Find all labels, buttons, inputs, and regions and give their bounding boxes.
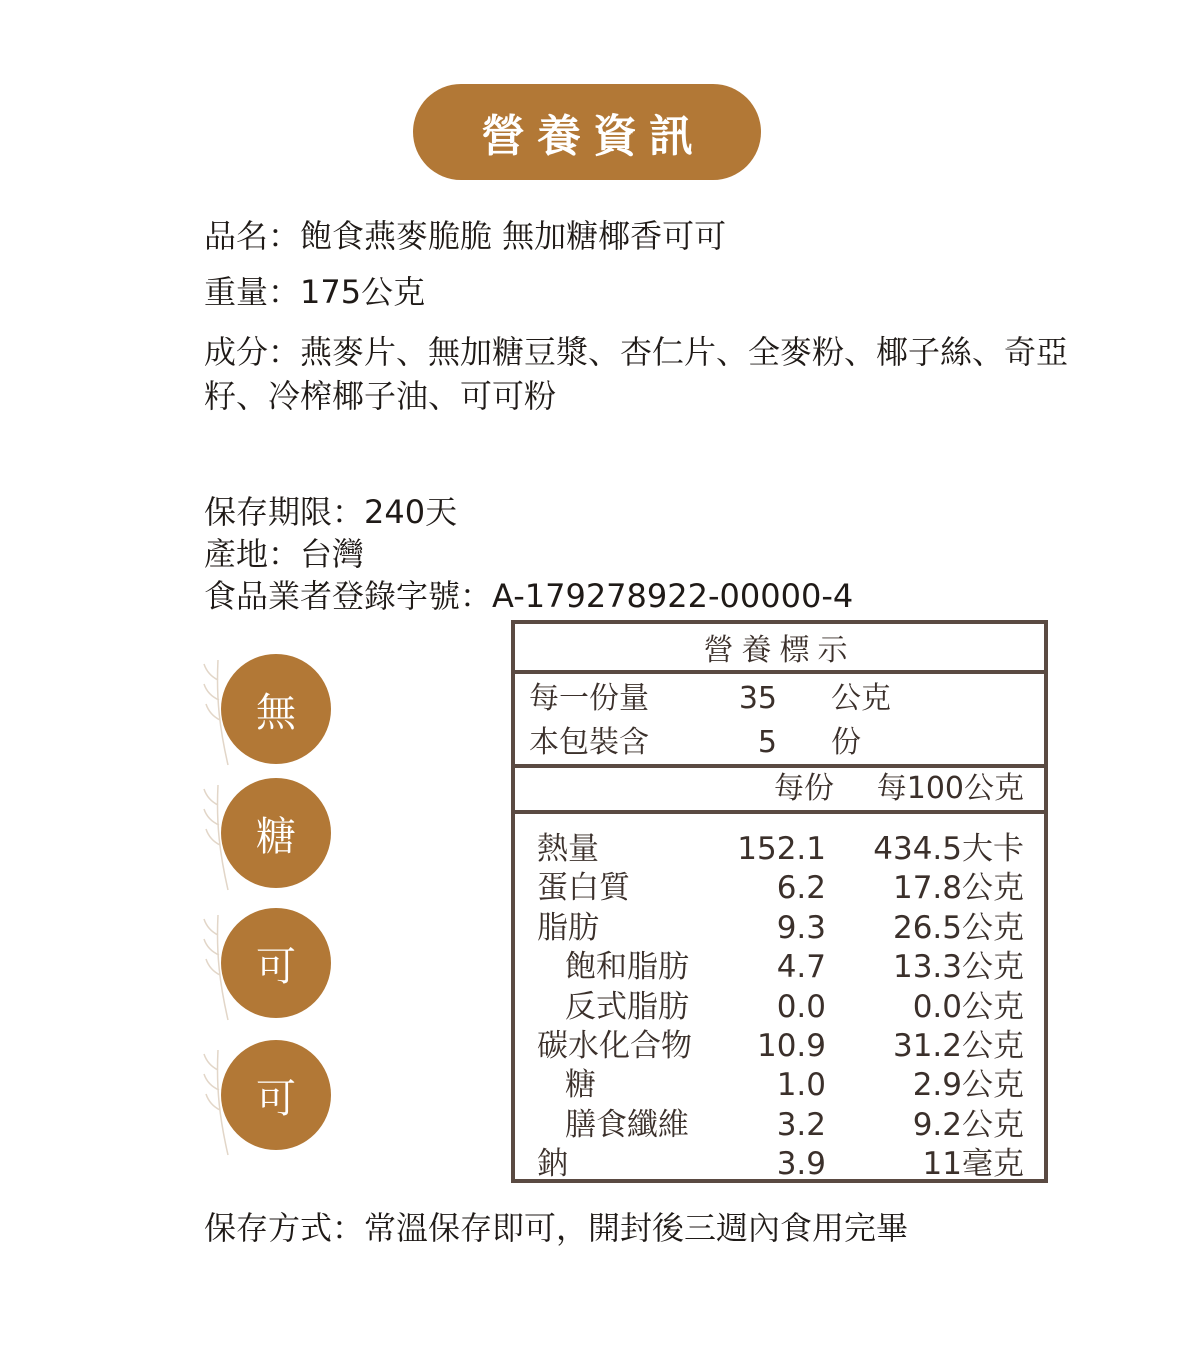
per-serving-value: 152.1 — [737, 831, 826, 867]
nutrient-label: 脂肪 — [537, 909, 599, 946]
nutrient-label: 膳食纖維 — [565, 1106, 689, 1143]
nutrition-rows — [515, 814, 1044, 1185]
table-row — [515, 830, 1044, 869]
per-serving-value: 3.9 — [776, 1146, 826, 1183]
table-row — [515, 1027, 1044, 1066]
table-row — [515, 1066, 1044, 1105]
nutrient-label: 糖 — [565, 1067, 596, 1104]
table-row — [515, 909, 1044, 948]
per-100g-value: 17.8公克 — [892, 870, 1024, 907]
per-100g-value: 0.0公克 — [912, 988, 1024, 1025]
nutrition-table — [511, 620, 1048, 1183]
col-per-serving: 每份 — [774, 771, 834, 806]
badge-circle: 可 — [221, 908, 331, 1018]
table-row — [515, 869, 1044, 908]
storage-method: 保存方式：常溫保存即可，開封後三週內食用完畢 — [204, 1209, 909, 1247]
badge-circle: 糖 — [221, 778, 331, 888]
badge-circle: 無 — [221, 654, 331, 764]
serving-size-label: 每一份量 — [529, 681, 649, 716]
per-100g-value: 13.3公克 — [892, 949, 1024, 986]
per-serving-value: 9.3 — [776, 909, 826, 946]
per-100g-value: 31.2公克 — [892, 1027, 1024, 1064]
serving-size-unit: 公克 — [831, 681, 891, 716]
per-serving-value: 10.9 — [756, 1027, 826, 1064]
per-100g-value: 2.9公克 — [912, 1067, 1024, 1104]
col-per-100g: 每100公克 — [876, 771, 1024, 806]
serving-info — [515, 674, 1044, 768]
origin: 產地：台灣 — [204, 535, 365, 573]
servings-value: 5 — [757, 725, 777, 760]
per-serving-value: 3.2 — [776, 1106, 826, 1143]
ingredients: 成分：燕麥片、無加糖豆漿、杏仁片、全麥粉、椰子絲、奇亞籽、冷榨椰子油、可可粉 — [204, 333, 1069, 415]
nutrient-label: 飽和脂肪 — [565, 949, 689, 986]
per-100g-value: 11毫克 — [922, 1146, 1024, 1183]
table-row — [515, 988, 1044, 1027]
nutrient-label: 碳水化合物 — [537, 1027, 692, 1064]
table-row — [515, 1106, 1044, 1145]
servings-unit: 份 — [831, 725, 861, 760]
per-100g-value: 9.2公克 — [912, 1106, 1024, 1143]
registration-number: 食品業者登錄字號：A-179278922-00000-4 — [204, 577, 854, 615]
nutrient-label: 反式脂肪 — [565, 988, 689, 1025]
shelf-life: 保存期限：240天 — [204, 493, 458, 531]
nutrient-label: 蛋白質 — [537, 870, 630, 907]
per-serving-value: 0.0 — [776, 988, 826, 1025]
servings-row — [529, 721, 1044, 765]
page-title: 營養資訊 — [413, 84, 761, 180]
column-headers — [515, 768, 1044, 814]
per-100g-value: 434.5大卡 — [873, 831, 1024, 867]
nutrient-label: 熱量 — [537, 831, 599, 867]
per-serving-value: 4.7 — [776, 949, 826, 986]
servings-label: 本包裝含 — [529, 725, 649, 760]
product-name: 品名：飽食燕麥脆脆 無加糖椰香可可 — [204, 217, 727, 255]
per-serving-value: 1.0 — [776, 1067, 826, 1104]
serving-size-value: 35 — [738, 681, 777, 716]
serving-size-row — [529, 677, 1044, 721]
nutrient-label: 鈉 — [537, 1146, 568, 1183]
table-row — [515, 948, 1044, 987]
product-weight: 重量：175公克 — [204, 273, 426, 311]
per-serving-value: 6.2 — [776, 870, 826, 907]
table-row — [515, 1145, 1044, 1184]
badge-circle: 可 — [221, 1040, 331, 1150]
per-100g-value: 26.5公克 — [892, 909, 1024, 946]
nutrition-heading: 營養標示 — [515, 624, 1044, 674]
